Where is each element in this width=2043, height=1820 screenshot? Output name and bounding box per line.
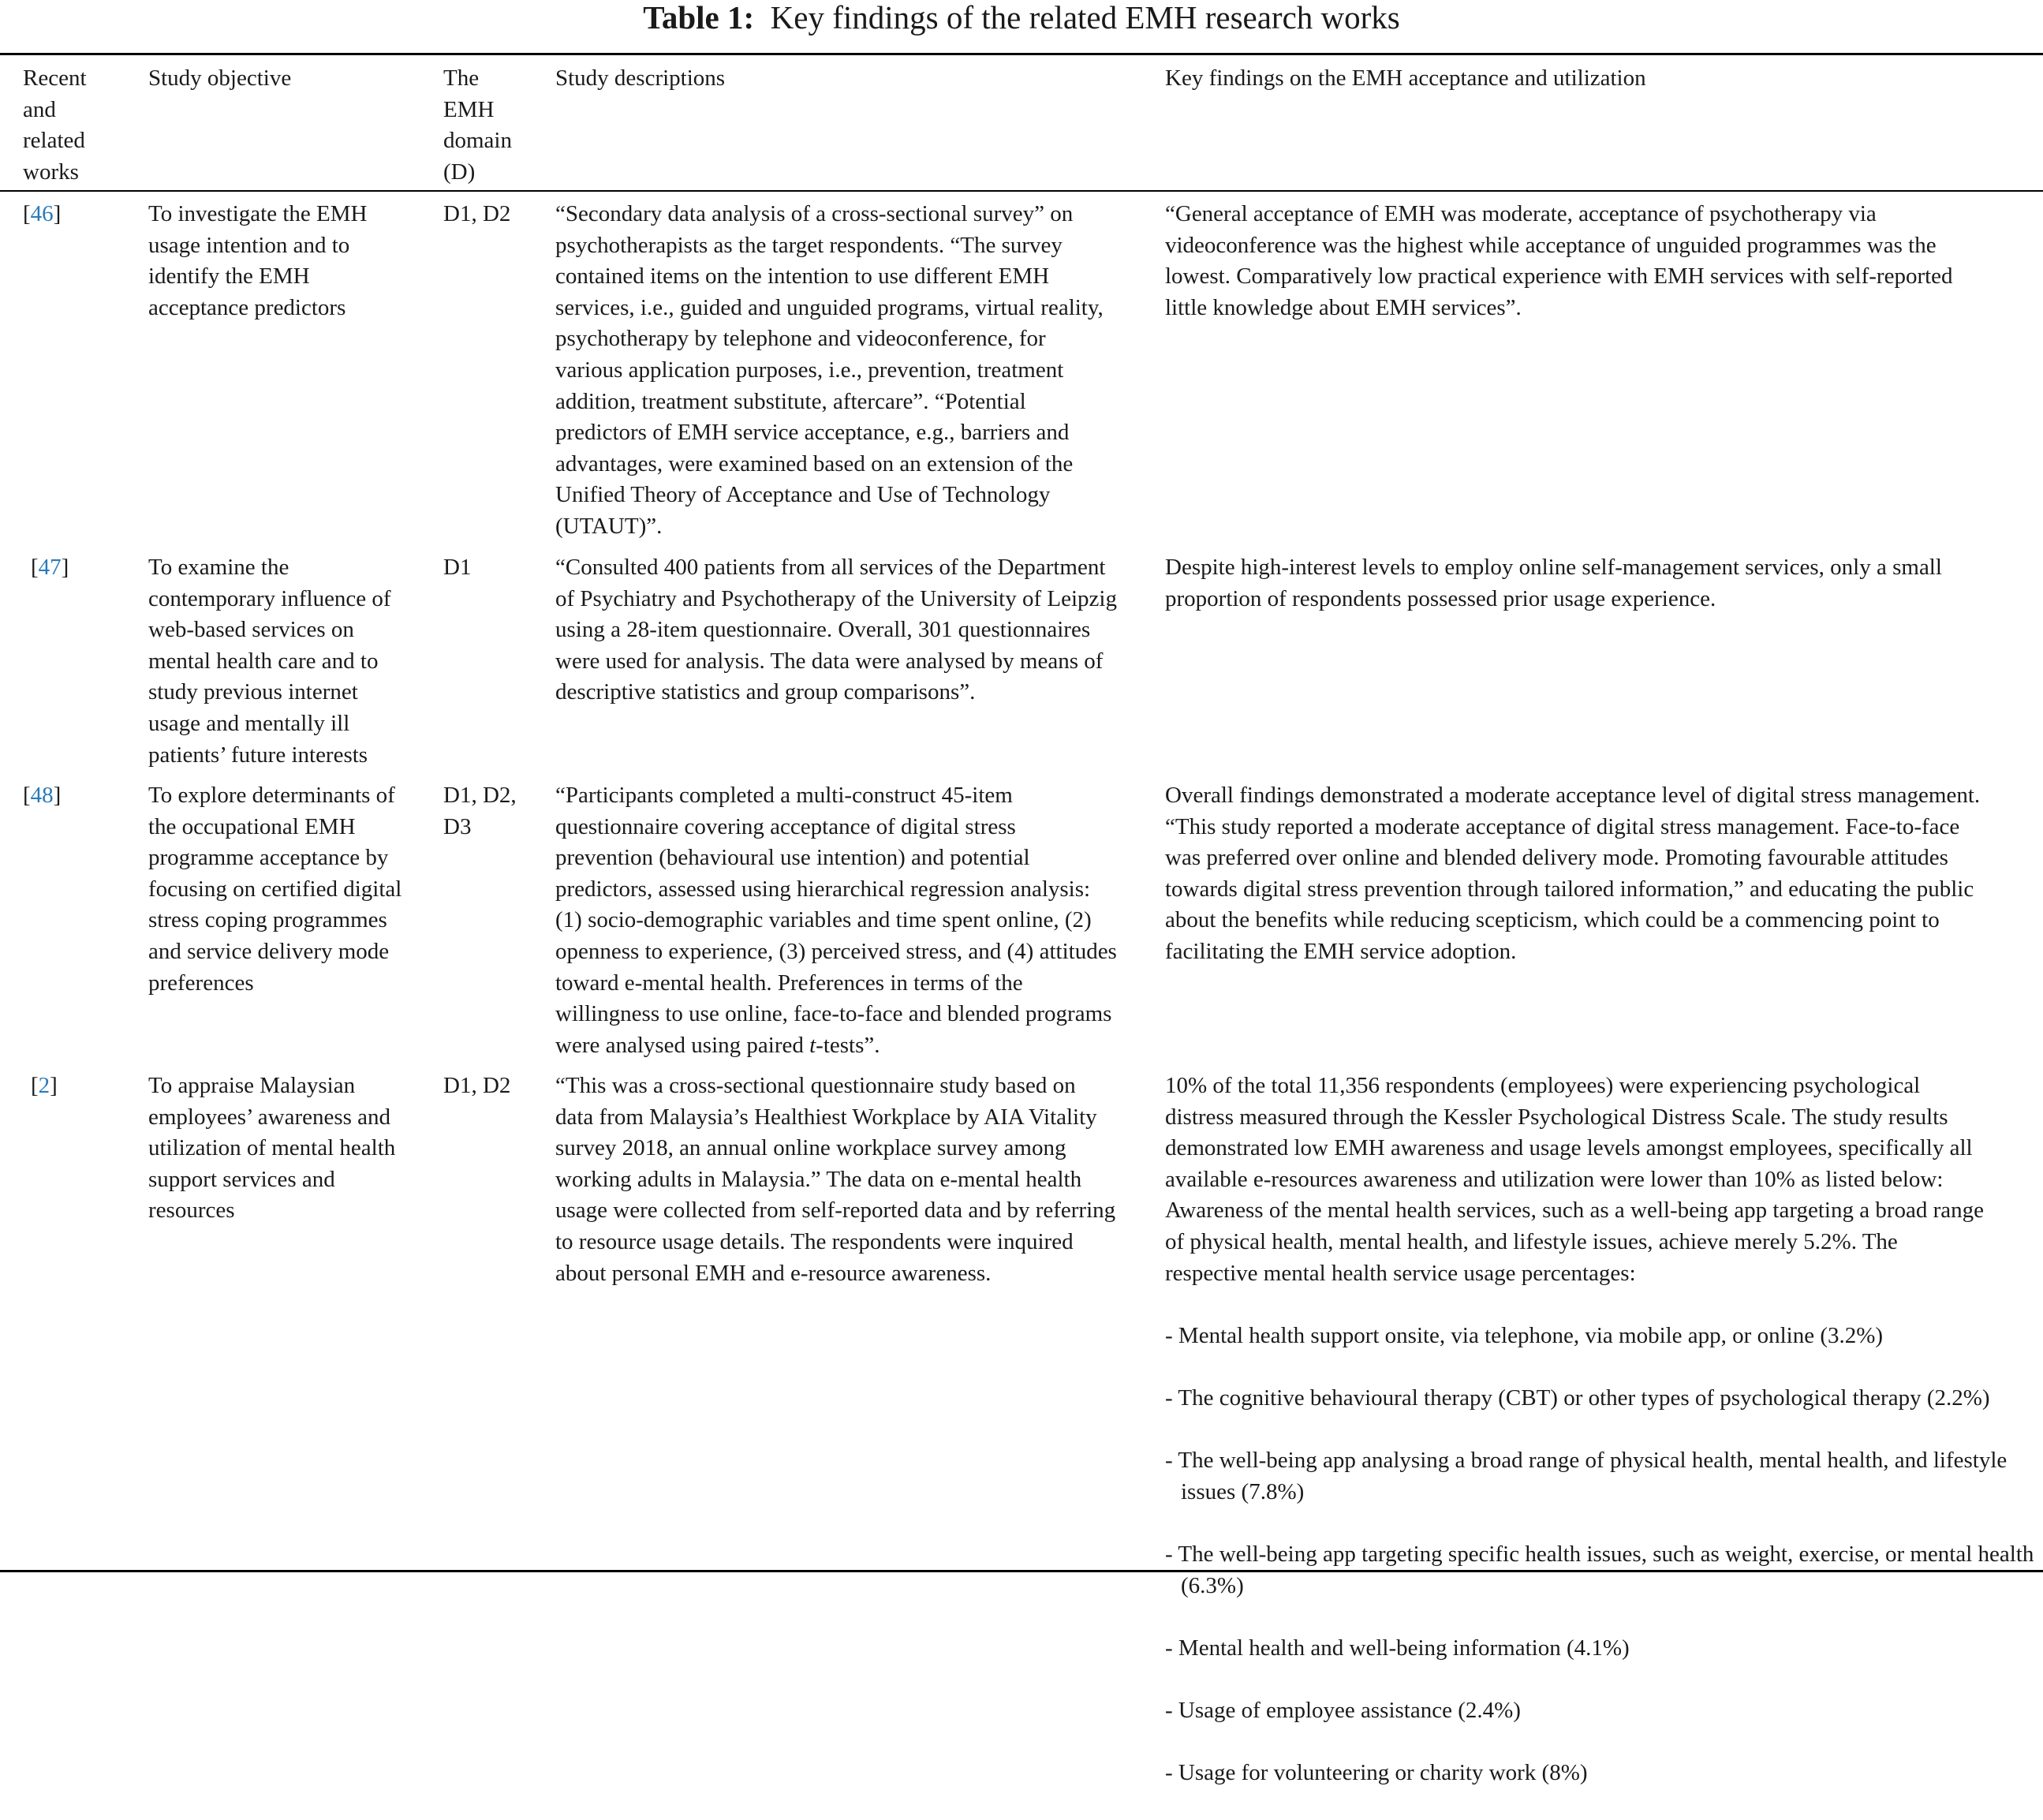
citation-link[interactable]: 48 [30,783,54,808]
row-findings: Despite high-interest levels to employ online self-management services, only a small proportion of respondents possessed prior usage experience. [1165,555,1942,611]
row-description [555,780,1155,1061]
citation-link[interactable]: 46 [30,201,54,226]
row-domain: D1, D2 [443,1073,511,1098]
row-domain: D1, D2 [443,201,511,226]
findings-list [1165,1289,2037,1820]
list-item: - Usage of employee assistance (2.4%) [1165,1697,1521,1723]
caption-label: Table 1: [643,0,755,36]
caption-title: Key findings of the related EMH research works [770,0,1400,36]
row-description: “Consulted 400 patients from all services of the Department of Psychiatry and Psychotherapy of the University of Leipzig using a 28-item questionnaire. Overall, 301 questionnaires were used for analysis. The data were analysed by means of descriptive statistics and group comparisons”. [555,555,1117,705]
header-descriptions: Study descriptions [555,65,726,91]
row-findings: “General acceptance of EMH was moderate, acceptance of psychotherapy via videoconference was the highest while acceptance of unguided programmes was the lowest. Comparatively low practical experience with EMH services with self-reported little knowledge about EMH services”. [1165,201,1953,320]
header-rule [0,190,2043,192]
row-findings: Overall findings demonstrated a moderate acceptance level of digital stress management. “This study reported a moderate acceptance of digital stress management. Face-to-face was preferred over online and blended delivery mode. Promoting favourable attitudes towards digital stress prevention through tailored information,” and educating the public about the benefits while reducing scepticism, which could be a commencing point to facilitating the EMH service adoption. [1165,783,1981,964]
header-domain: The EMH domain (D) [443,65,512,185]
row-domain: D1, D2, D3 [443,783,517,839]
row-findings [1165,1071,2037,1820]
description-end: -tests”. [816,1032,880,1058]
description-italic: t [809,1032,816,1058]
citation-link[interactable]: 47 [38,555,62,580]
list-item: - The cognitive behavioural therapy (CBT) or other types of psychological therapy (2.2%) [1165,1385,1990,1411]
header-works: Recent and related works [23,65,87,185]
table-caption [0,0,2043,35]
row-objective: To explore determinants of the occupational EMH programme acceptance by focusing on certified digital stress coping programmes and service delivery mode preferences [148,783,402,996]
row-domain: D1 [443,555,472,580]
row-objective: To examine the contemporary influence of web-based services on mental health care and to study previous internet usage and mentally ill patients’ future interests [148,555,391,768]
list-item: - Mental health support onsite, via telephone, via mobile app, or online (3.2%) [1165,1322,1884,1348]
row-ref: [48] [23,783,62,808]
header-objective: Study objective [148,65,292,91]
list-item: - The well-being app analysing a broad range of physical health, mental health, and lifestyle issues (7.8%) [1165,1448,2008,1504]
row-objective: To appraise Malaysian employees’ awareness and utilization of mental health support services and resources [148,1073,396,1224]
list-item: - Mental health and well-being information (4.1%) [1165,1635,1630,1661]
list-item: - Usage for volunteering or charity work (8%) [1165,1760,1588,1786]
row-ref: [46] [23,201,62,226]
list-item: - The well-being app targeting specific health issues, such as weight, exercise, or mental health (6.3%) [1165,1541,2034,1598]
row-description: “This was a cross-sectional questionnaire study based on data from Malaysia’s Healthiest Workplace by AIA Vitality survey 2018, an annual online workplace survey among working adults in Malaysia.” The data on e-mental health usage were collected from self-reported data and by referring to resource usage details. The respondents were inquired about personal EMH and e-resource awareness. [555,1073,1116,1286]
row-description: “Secondary data analysis of a cross-sectional survey” on psychotherapists as the target respondents. “The survey contained items on the intention to use different EMH services, i.e., guided and unguided programs, virtual reality, psychotherapy by telephone and videoconference, for various application purposes, i.e., prevention, treatment addition, treatment substitute, aftercare”. “Potential predictors of EMH service acceptance, e.g., barriers and advantages, were examined based on an extension of the Unified Theory of Acceptance and Use of Technology (UTAUT)”. [555,201,1104,539]
header-findings: Key findings on the EMH acceptance and utilization [1165,65,1646,91]
findings-text: 10% of the total 11,356 respondents (employees) were experiencing psychological distress measured through the Kessler Psychological Distress Scale. The study results demonstrated low EMH awareness and usage levels amongst employees, specifically all available e-resources awareness and utilization were lower than 10% as listed below: Awareness of the mental health services, such as a well-being app targeting a broad range of physical health, mental health, and lifestyle issues, achieve merely 5.2%. The respective mental health service usage percentages: [1165,1073,1984,1286]
row-ref: [2] [31,1073,58,1098]
row-ref: [47] [31,555,69,580]
top-rule [0,53,2043,55]
description-text: “Participants completed a multi-construct 45-item questionnaire covering acceptance of digital stress prevention (behavioural use intention) and potential predictors, assessed using hierarchical regression analysis: (1) socio-demographic variables and time spent online, (2) openness to experience, (3) perceived stress, and (4) attitudes toward e-mental health. Preferences in terms of the willingness to use online, face-to-face and blended programs were analysed using paired [555,783,1117,1058]
row-objective: To investigate the EMH usage intention and to identify the EMH acceptance predictors [148,201,368,320]
citation-link[interactable]: 2 [38,1073,50,1098]
